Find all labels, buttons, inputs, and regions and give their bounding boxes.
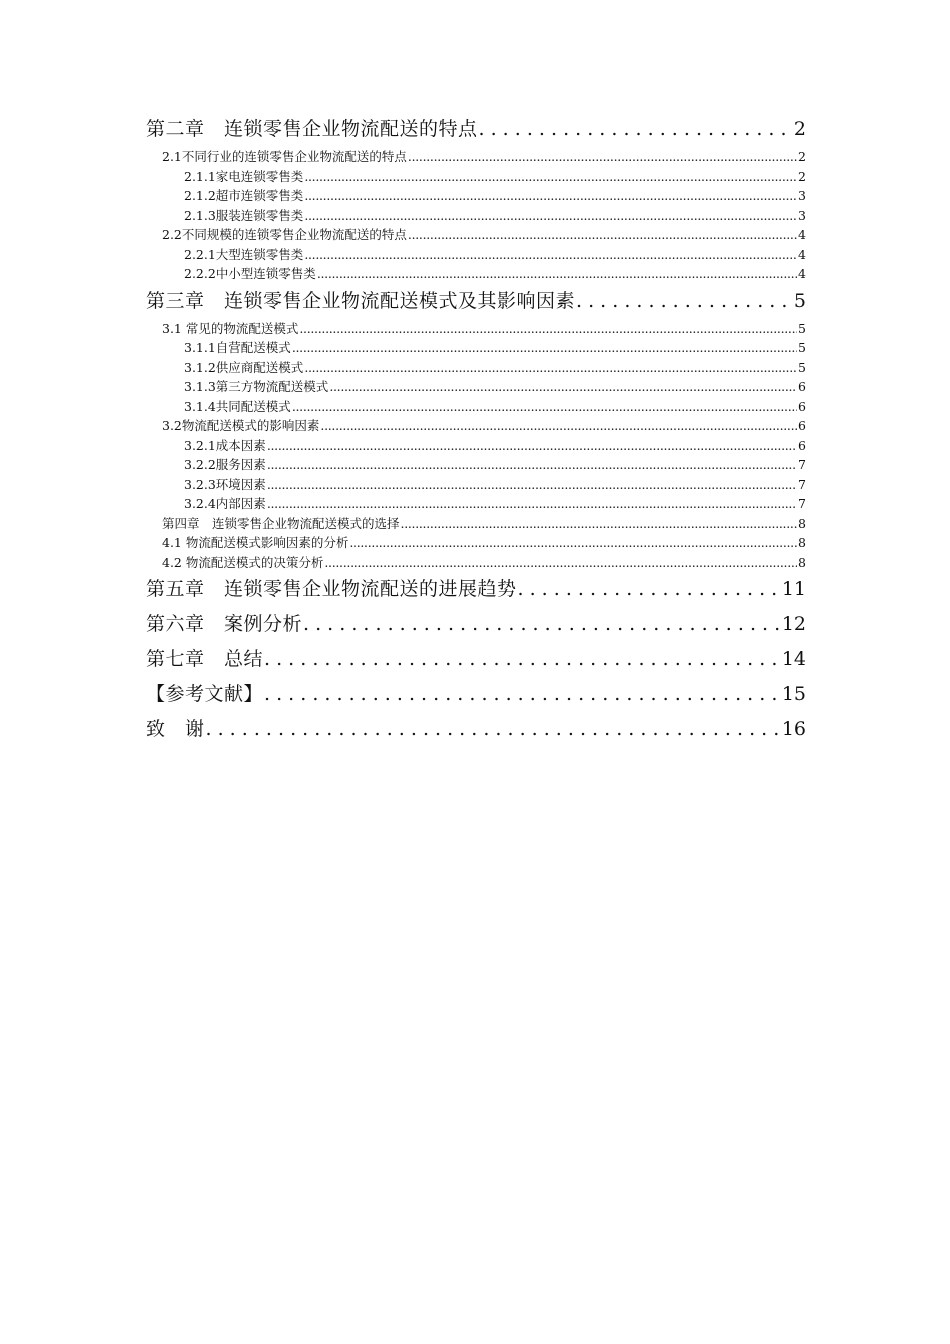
toc-entry-page: 6 <box>798 398 806 414</box>
toc-entry-page: 3 <box>798 188 806 203</box>
dot-leader <box>576 284 793 319</box>
toc-entry-acknowledgements[interactable] <box>146 712 806 747</box>
dot-leader <box>408 147 797 167</box>
toc-entry-section-3-2-3[interactable] <box>146 475 806 495</box>
dot-leader <box>267 494 797 514</box>
toc-entry-page: 6 <box>798 437 806 453</box>
toc-entry-page: 4 <box>798 227 806 242</box>
toc-entry-section-3-2-1[interactable] <box>146 436 806 456</box>
dot-leader <box>292 397 797 417</box>
toc-entry-label: 2.2.2中小型连锁零售类 <box>184 266 316 281</box>
toc-entry-page: 8 <box>798 515 806 531</box>
toc-entry-section-2-2-1[interactable] <box>146 245 806 265</box>
dot-leader <box>320 416 797 436</box>
toc-entry-label: 3.1.2供应商配送模式 <box>184 359 304 375</box>
dot-leader <box>304 186 797 206</box>
toc-entry-label: 第六章 案例分析 <box>146 613 303 635</box>
toc-entry-section-4-2[interactable] <box>146 553 806 573</box>
toc-entry-chapter-4[interactable] <box>146 514 806 534</box>
toc-entry-chapter-6[interactable] <box>146 607 806 642</box>
toc-entry-page: 5 <box>798 359 806 375</box>
toc-entry-page: 8 <box>798 554 806 570</box>
toc-entry-page: 2 <box>793 118 806 140</box>
dot-leader <box>317 264 797 284</box>
toc-entry-label: 3.2.2服务因素 <box>184 457 266 472</box>
toc-entry-label: 2.1.1家电连锁零售类 <box>184 168 304 184</box>
toc-entry-label: 3.1 常见的物流配送模式 <box>162 320 299 336</box>
toc-entry-section-3-2-4[interactable] <box>146 494 806 514</box>
toc-entry-label: 3.1.4共同配送模式 <box>184 398 291 414</box>
toc-entry-section-3-1[interactable] <box>146 319 806 339</box>
toc-entry-page: 2 <box>798 168 806 184</box>
dot-leader <box>329 377 797 397</box>
toc-entry-label: 3.2.3环境因素 <box>184 476 266 492</box>
toc-entry-label: 3.2.1成本因素 <box>184 437 266 453</box>
toc-entry-label: 3.1.3第三方物流配送模式 <box>184 379 329 394</box>
toc-entry-page: 4 <box>798 266 806 281</box>
toc-entry-label: 第三章 连锁零售企业物流配送模式及其影响因素 <box>146 289 576 312</box>
toc-entry-section-2-1-3[interactable] <box>146 206 806 226</box>
toc-entry-page: 6 <box>798 418 806 433</box>
toc-entry-label: 4.2 物流配送模式的决策分析 <box>162 554 324 570</box>
toc-entry-section-2-2[interactable] <box>146 225 806 245</box>
dot-leader <box>292 338 797 358</box>
toc-entry-page: 7 <box>798 457 806 472</box>
toc-entry-page: 15 <box>781 683 806 705</box>
dot-leader <box>299 319 797 339</box>
toc-entry-section-3-1-1[interactable] <box>146 338 806 358</box>
toc-entry-page: 4 <box>798 246 806 262</box>
toc-entry-label: 3.2物流配送模式的影响因素 <box>162 418 320 433</box>
toc-entry-section-2-1[interactable] <box>146 147 806 167</box>
toc-entry-label: 3.2.4内部因素 <box>184 496 266 511</box>
toc-entry-label: 第七章 总结 <box>146 648 264 670</box>
dot-leader <box>304 167 797 187</box>
dot-leader <box>264 642 781 677</box>
toc-entry-page: 5 <box>798 340 806 355</box>
dot-leader <box>304 358 797 378</box>
toc-entry-section-2-1-2[interactable] <box>146 186 806 206</box>
toc-entry-label: 【参考文献】 <box>146 683 264 705</box>
toc-entry-chapter-2[interactable] <box>146 112 806 147</box>
toc-entry-section-2-1-1[interactable] <box>146 167 806 187</box>
dot-leader <box>324 553 797 573</box>
dot-leader <box>303 607 781 642</box>
dot-leader <box>349 533 797 553</box>
toc-entry-chapter-3[interactable] <box>146 284 806 319</box>
toc-entry-page: 5 <box>793 289 806 312</box>
toc-entry-page: 3 <box>798 207 806 223</box>
toc-entry-label: 2.1.3服装连锁零售类 <box>184 207 304 223</box>
dot-leader <box>304 206 797 226</box>
toc-entry-label: 4.1 物流配送模式影响因素的分析 <box>162 535 349 550</box>
dot-leader <box>408 225 797 245</box>
toc-entry-page: 7 <box>798 496 806 511</box>
toc-entry-section-3-1-4[interactable] <box>146 397 806 417</box>
toc-entry-chapter-5[interactable] <box>146 572 806 607</box>
toc-entry-label: 第五章 连锁零售企业物流配送的进展趋势 <box>146 578 517 600</box>
toc-entry-section-3-2-2[interactable] <box>146 455 806 475</box>
dot-leader <box>264 677 781 712</box>
toc-entry-section-3-1-3[interactable] <box>146 377 806 397</box>
dot-leader <box>267 475 797 495</box>
toc-entry-page: 2 <box>798 149 806 164</box>
toc-entry-label: 致 谢 <box>146 718 205 740</box>
toc-entry-label: 第四章 连锁零售企业物流配送模式的选择 <box>162 515 400 531</box>
toc-entry-section-3-2[interactable] <box>146 416 806 436</box>
toc-entry-section-2-2-2[interactable] <box>146 264 806 284</box>
toc-entry-page: 16 <box>781 718 806 740</box>
toc-entry-section-3-1-2[interactable] <box>146 358 806 378</box>
toc-entry-label: 2.2不同规模的连锁零售企业物流配送的特点 <box>162 227 407 242</box>
toc-entry-label: 3.1.1自营配送模式 <box>184 340 291 355</box>
toc-entry-chapter-7[interactable] <box>146 642 806 677</box>
toc-entry-page: 6 <box>798 379 806 394</box>
toc-entry-label: 2.1.2超市连锁零售类 <box>184 188 304 203</box>
toc-entry-page: 7 <box>798 476 806 492</box>
toc-entry-label: 2.2.1大型连锁零售类 <box>184 246 304 262</box>
dot-leader <box>267 436 797 456</box>
dot-leader <box>206 712 781 747</box>
toc-entry-page: 8 <box>798 535 806 550</box>
toc-entry-page: 14 <box>781 648 806 670</box>
toc-entry-page: 11 <box>781 578 806 600</box>
toc-entry-label: 第二章 连锁零售企业物流配送的特点 <box>146 118 478 140</box>
dot-leader <box>304 245 797 265</box>
dot-leader <box>518 572 781 607</box>
toc-entry-label: 2.1不同行业的连锁零售企业物流配送的特点 <box>162 149 407 164</box>
toc-entry-section-4-1[interactable] <box>146 533 806 553</box>
table-of-contents <box>146 112 806 747</box>
toc-entry-page: 5 <box>798 320 806 336</box>
dot-leader <box>267 455 797 475</box>
toc-entry-page: 12 <box>781 613 806 635</box>
dot-leader <box>401 514 798 534</box>
dot-leader <box>479 112 793 147</box>
toc-entry-references[interactable] <box>146 677 806 712</box>
